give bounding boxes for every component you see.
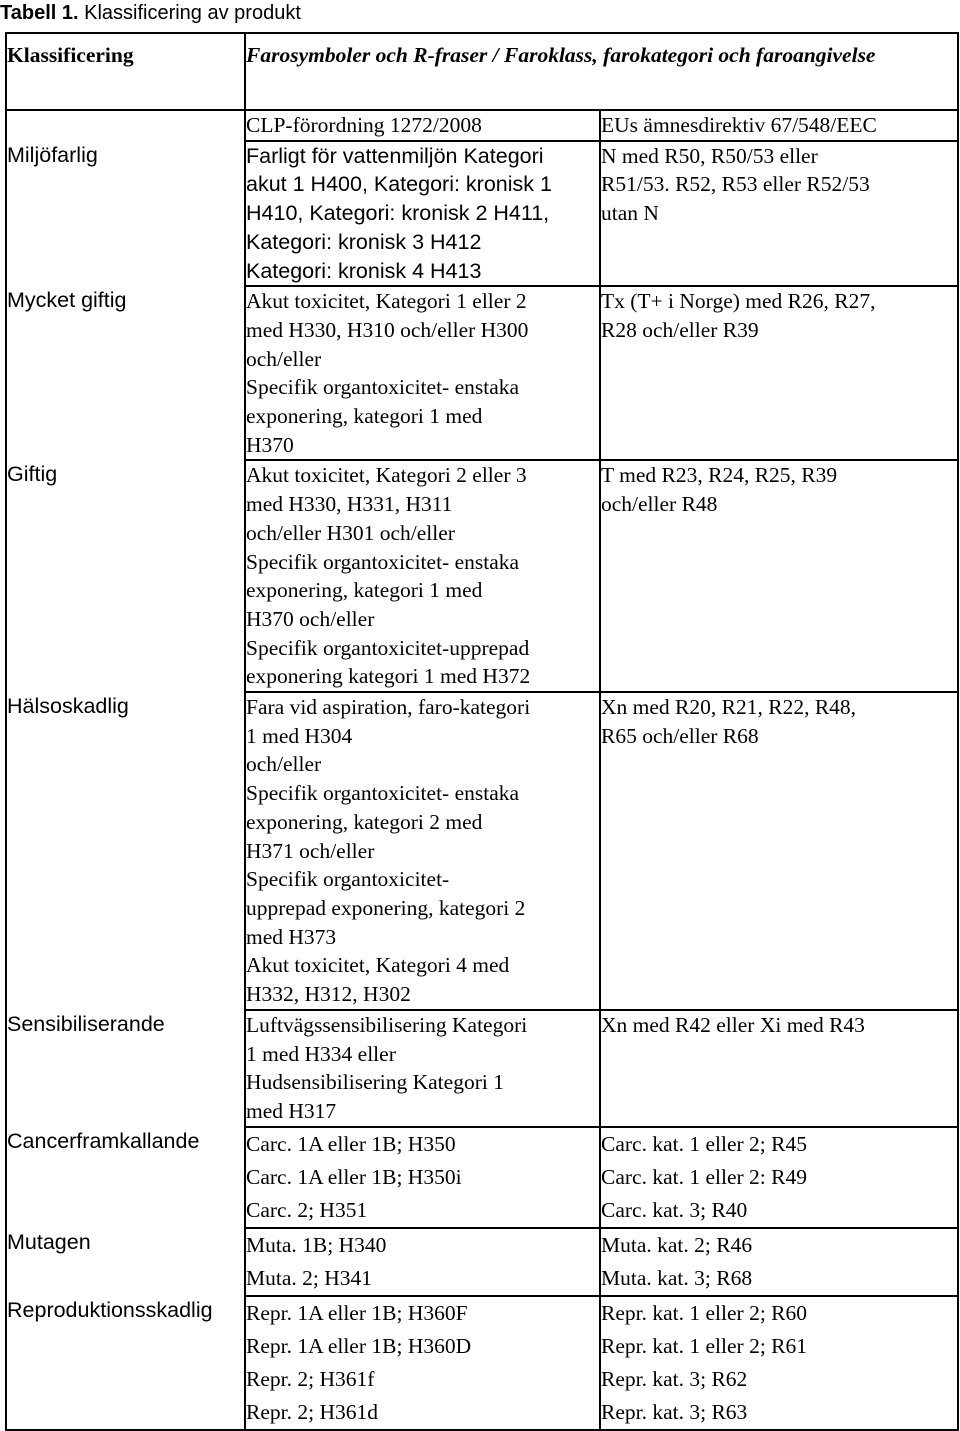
- clp-cell-line: H410, Kategori: kronisk 2 H411,: [246, 201, 550, 226]
- clp-cell-line: med H330, H310 och/eller H300: [246, 317, 529, 342]
- classification-rows: [6, 141, 958, 1430]
- header-classification: Klassificering: [6, 33, 245, 110]
- clp-cell-line: med H330, H331, H311: [246, 492, 453, 517]
- table-title: Klassificering av produkt: [84, 2, 301, 24]
- clp-cell-line: upprepad exponering, kategori 2: [246, 895, 526, 920]
- clp-cell-line: Luftvägssensibilisering Kategori: [246, 1012, 528, 1037]
- eu-cell: [600, 141, 958, 287]
- eu-cell-line: Repr. kat. 1 eller 2; R60: [601, 1300, 808, 1325]
- clp-cell-line: Carc. 1A eller 1B; H350i: [246, 1164, 462, 1189]
- eu-cell: [600, 286, 958, 460]
- header-hazard-symbols: Farosymboler och R-fraser / Faroklass, farokategori och faroangivelse: [245, 33, 958, 110]
- eu-cell: [600, 460, 958, 692]
- classification-label: Giftig: [6, 460, 245, 692]
- classification-label: Mutagen: [6, 1228, 245, 1296]
- clp-cell-line: Akut toxicitet, Kategori 4 med: [246, 953, 510, 978]
- classification-label: Mycket giftig: [6, 286, 245, 460]
- table-row: [6, 1010, 958, 1127]
- eu-cell-line: och/eller R48: [601, 492, 718, 517]
- classification-label: Hälsoskadlig: [6, 692, 245, 1010]
- eu-cell: [600, 1127, 958, 1228]
- eu-cell-line: Muta. kat. 2; R46: [601, 1232, 753, 1257]
- subheader-row: [6, 110, 958, 141]
- clp-cell: [245, 1228, 600, 1296]
- clp-cell: [245, 692, 600, 1010]
- clp-cell-line: Akut toxicitet, Kategori 2 eller 3: [246, 463, 527, 488]
- classification-label: Sensibiliserande: [6, 1010, 245, 1127]
- eu-cell: [600, 692, 958, 1010]
- clp-cell-line: H370: [246, 432, 294, 457]
- clp-cell-line: med H317: [246, 1098, 337, 1123]
- table-row: [6, 1228, 958, 1296]
- clp-cell-line: exponering kategori 1 med H372: [246, 664, 531, 689]
- eu-cell-line: Repr. kat. 1 eller 2; R61: [601, 1333, 808, 1358]
- subheader-eu: EUs ämnesdirektiv 67/548/EEC: [600, 110, 958, 141]
- clp-cell-line: Akut toxicitet, Kategori 1 eller 2: [246, 289, 527, 314]
- clp-cell-line: och/eller: [246, 346, 322, 371]
- classification-label: Reproduktionsskadlig: [6, 1296, 245, 1430]
- table-row: [6, 692, 958, 1010]
- eu-cell-line: Muta. kat. 3; R68: [601, 1265, 753, 1290]
- clp-cell: [245, 1296, 600, 1430]
- eu-cell: [600, 1296, 958, 1430]
- classification-label: Miljöfarlig: [6, 141, 245, 287]
- classification-table: [5, 32, 959, 1431]
- clp-cell-line: Kategori: kronisk 4 H413: [246, 258, 482, 283]
- eu-cell-line: T med R23, R24, R25, R39: [601, 463, 838, 488]
- table-row: [6, 1296, 958, 1430]
- clp-cell-line: exponering, kategori 1 med: [246, 578, 483, 603]
- subheader-clp: CLP-förordning 1272/2008: [245, 110, 600, 141]
- clp-cell-line: H371 och/eller: [246, 838, 375, 863]
- clp-cell-line: Kategori: kronisk 3 H412: [246, 229, 482, 254]
- clp-cell-line: Fara vid aspiration, faro-kategori: [246, 695, 531, 720]
- eu-cell-line: Carc. kat. 1 eller 2; R45: [601, 1131, 807, 1156]
- clp-cell-line: och/eller: [246, 752, 322, 777]
- eu-cell: [600, 1228, 958, 1296]
- clp-cell-line: och/eller H301 och/eller: [246, 520, 455, 545]
- clp-cell-line: 1 med H304: [246, 723, 353, 748]
- clp-cell-line: Hudsensibilisering Kategori 1: [246, 1070, 504, 1095]
- clp-cell-line: Muta. 2; H341: [246, 1265, 373, 1290]
- clp-cell: [245, 460, 600, 692]
- clp-cell-line: Carc. 2; H351: [246, 1197, 368, 1222]
- clp-cell-line: Farligt för vattenmiljön Kategori: [246, 143, 544, 168]
- header-row: [6, 33, 958, 110]
- clp-cell-line: Specifik organtoxicitet-: [246, 867, 450, 892]
- clp-cell-line: exponering, kategori 1 med: [246, 404, 483, 429]
- clp-cell-line: Specifik organtoxicitet-upprepad: [246, 635, 530, 660]
- table-number: Tabell 1.: [0, 2, 79, 24]
- eu-cell-line: Xn med R42 eller Xi med R43: [601, 1012, 865, 1037]
- clp-cell-line: Muta. 1B; H340: [246, 1232, 387, 1257]
- clp-cell-line: Specifik organtoxicitet- enstaka: [246, 375, 520, 400]
- table-caption: [0, 0, 301, 30]
- clp-cell-line: Repr. 1A eller 1B; H360F: [246, 1300, 468, 1325]
- clp-cell-line: Carc. 1A eller 1B; H350: [246, 1131, 456, 1156]
- clp-cell-line: Repr. 1A eller 1B; H360D: [246, 1333, 472, 1358]
- eu-cell-line: Xn med R20, R21, R22, R48,: [601, 695, 857, 720]
- clp-cell-line: Specifik organtoxicitet- enstaka: [246, 781, 520, 806]
- clp-cell-line: 1 med H334 eller: [246, 1041, 396, 1066]
- eu-cell-line: Carc. kat. 3; R40: [601, 1197, 748, 1222]
- clp-cell-line: exponering, kategori 2 med: [246, 809, 483, 834]
- eu-cell-line: R65 och/eller R68: [601, 723, 759, 748]
- clp-cell-line: Repr. 2; H361d: [246, 1399, 378, 1424]
- eu-cell-line: R28 och/eller R39: [601, 317, 759, 342]
- table-row: [6, 141, 958, 287]
- clp-cell-line: H332, H312, H302: [246, 982, 411, 1007]
- clp-cell-line: Specifik organtoxicitet- enstaka: [246, 549, 520, 574]
- clp-cell-line: akut 1 H400, Kategori: kronisk 1: [246, 172, 552, 197]
- subheader-empty: [6, 110, 245, 141]
- classification-label: Cancerframkallande: [6, 1127, 245, 1228]
- clp-cell: [245, 1010, 600, 1127]
- eu-cell: [600, 1010, 958, 1127]
- table-row: [6, 460, 958, 692]
- eu-cell-line: Tx (T+ i Norge) med R26, R27,: [601, 289, 876, 314]
- eu-cell-line: Repr. kat. 3; R62: [601, 1366, 748, 1391]
- clp-cell-line: H370 och/eller: [246, 606, 375, 631]
- eu-cell-line: Repr. kat. 3; R63: [601, 1399, 748, 1424]
- clp-cell: [245, 286, 600, 460]
- eu-cell-line: R51/53. R52, R53 eller R52/53: [601, 172, 870, 197]
- clp-cell-line: Repr. 2; H361f: [246, 1366, 375, 1391]
- eu-cell-line: utan N: [601, 201, 659, 226]
- eu-cell-line: Carc. kat. 1 eller 2: R49: [601, 1164, 807, 1189]
- eu-cell-line: N med R50, R50/53 eller: [601, 143, 818, 168]
- clp-cell: [245, 1127, 600, 1228]
- clp-cell: [245, 141, 600, 287]
- clp-cell-line: med H373: [246, 924, 337, 949]
- table-row: [6, 1127, 958, 1228]
- table-row: [6, 286, 958, 460]
